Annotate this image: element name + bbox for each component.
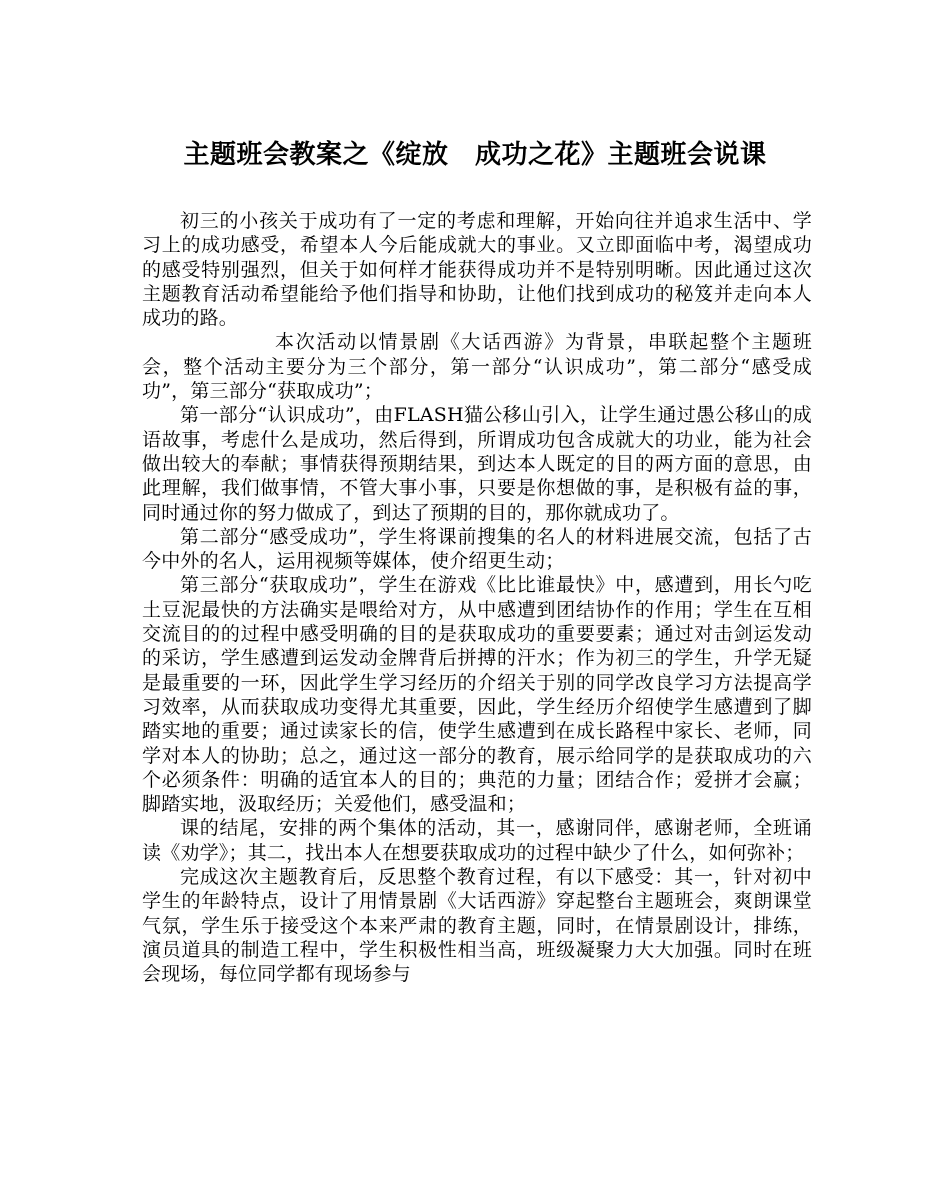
paragraph-part-two: 第二部分“感受成功”，学生将课前搜集的名人的材料进展交流，包括了古今中外的名人，运用视频等媒体，使介绍更生动；	[142, 525, 812, 573]
document-body	[142, 209, 812, 987]
paragraph-intro: 初三的小孩关于成功有了一定的考虑和理解，开始向往并追求生活中、学习上的成功感受，希望本人今后能成就大的事业。又立即面临中考，渴望成功的感受特别强烈，但关于如何样才能获得成功并不是特别明晰。因此通过这次主题教育活动希望能给予他们指导和协助，让他们找到成功的秘笈并走向本人成功的路。	[142, 210, 812, 330]
paragraph-reflection: 完成这次主题教育后，反思整个教育过程，有以下感受：其一，针对初中学生的年龄特点，设计了用情景剧《大话西游》穿起整台主题班会，爽朗课堂气氛，学生乐于接受这个本来严肃的教育主题，同时，在情景剧设计，排练，演员道具的制造工程中，学生积极性相当高，班级凝聚力大大加强。同时在班会现场，每位同学都有现场参与	[142, 866, 812, 986]
paragraph-part-three: 第三部分“获取成功”，学生在游戏《比比谁最快》中，感遭到，用长勺吃土豆泥最快的方法确实是喂给对方，从中感遭到团结协作的作用；学生在互相交流目的的过程中感受明确的目的是获取成功的重要要素；通过对击剑运发动的采访，学生感遭到运发动金牌背后拼搏的汗水；作为初三的学生，升学无疑是最重要的一环，因此学生学习经历的介绍关于别的同学改良学习方法提高学习效率，从而获取成功变得尤其重要，因此，学生经历介绍使学生感遭到了脚踏实地的重要；通过读家长的信，使学生感遭到在成长路程中家长、老师，同学对本人的协助；总之，通过这一部分的教育，展示给同学的是获取成功的六个必须条件：明确的适宜本人的目的；典范的力量；团结合作；爱拼才会赢；脚踏实地，汲取经历；关爱他们，感受温和；	[142, 574, 812, 816]
paragraph-part-one: 第一部分“认识成功”，由FLASH猫公移山引入，让学生通过愚公移山的成语故事，考虑什么是成功，然后得到，所谓成功包含成就大的功业，能为社会做出较大的奉献；事情获得预期结果，到达本人既定的目的两方面的意思，由此理解，我们做事情，不管大事小事，只要是你想做的事，是积极有益的事，同时通过你的努力做成了，到达了预期的目的，那你就成功了。	[142, 404, 812, 524]
document-title: 主题班会教案之《绽放 成功之花》主题班会说课	[183, 140, 767, 170]
paragraph-ending: 课的结尾，安排的两个集体的活动，其一，感谢同伴，感谢老师，全班诵读《劝学》；其二，找出本人在想要获取成功的过程中缺少了什么，如何弥补；	[142, 817, 812, 864]
paragraph-activity-overview: 本次活动以情景剧《大话西游》为背景，串联起整个主题班会，整个活动主要分为三个部分，第一部分“认识成功”，第二部分“感受成功”，第三部分“获取成功”；	[142, 331, 812, 403]
